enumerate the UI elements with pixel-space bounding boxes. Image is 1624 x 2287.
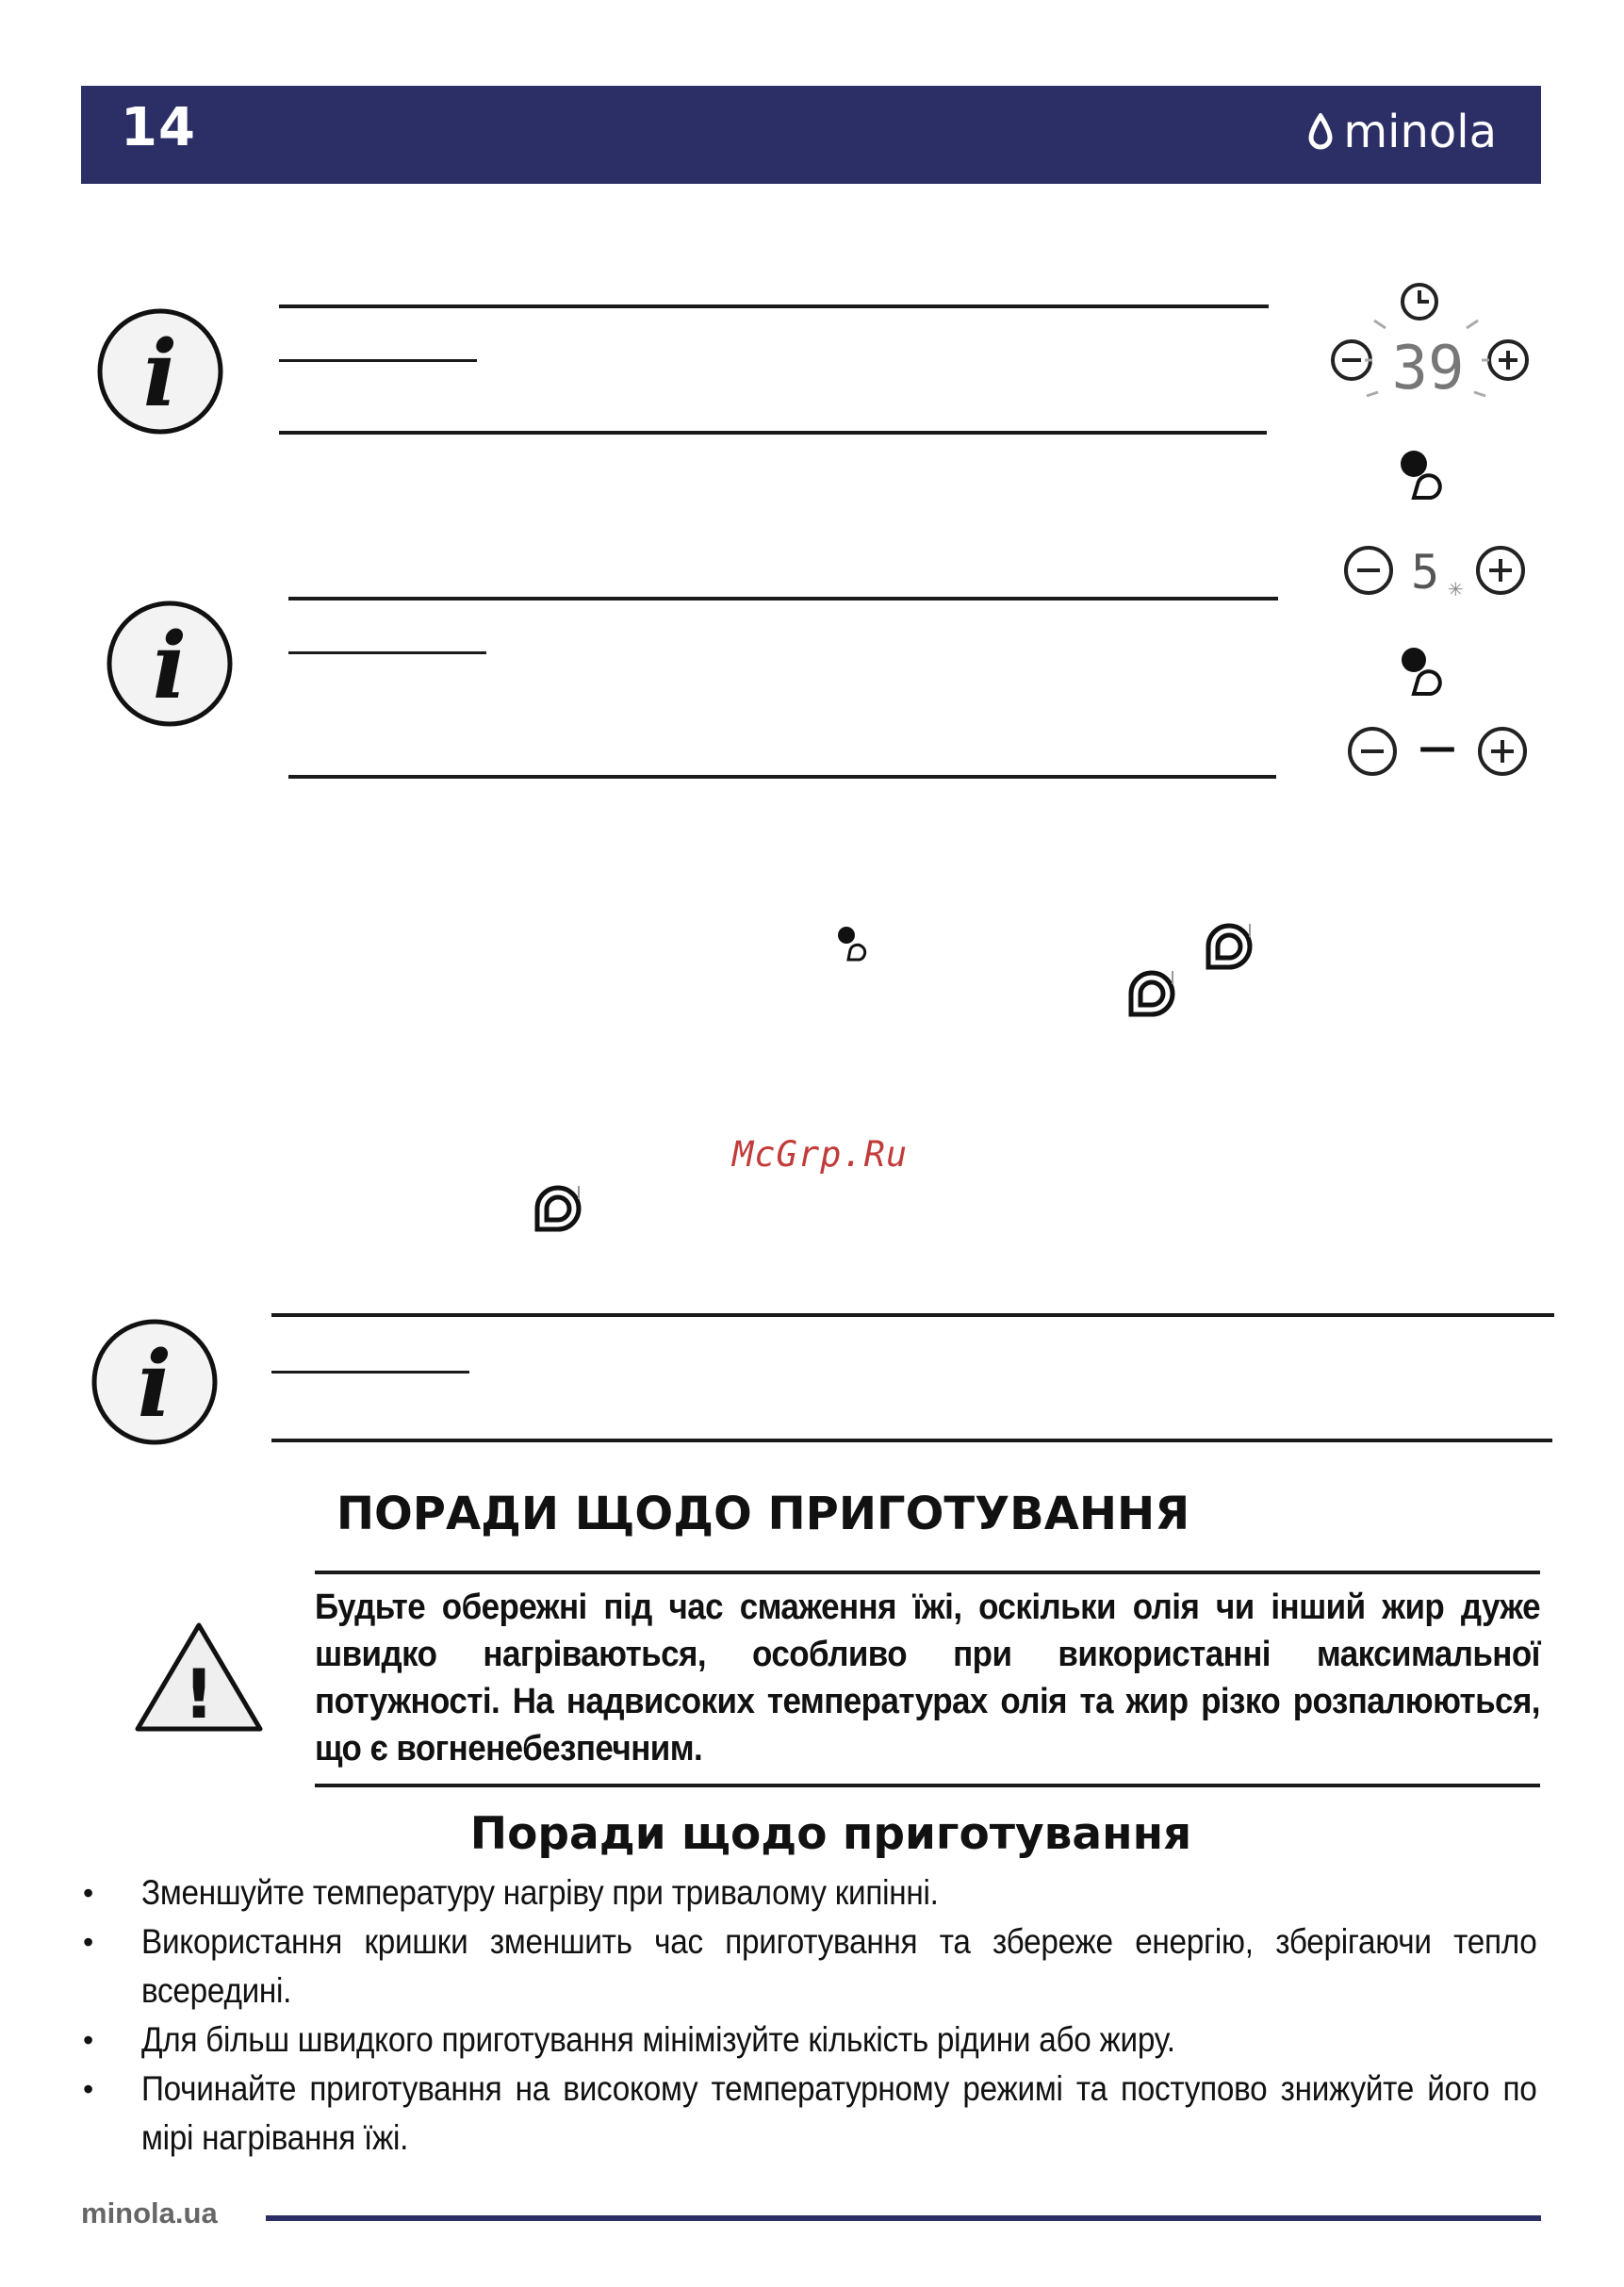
watermark: McGrp.Ru	[732, 1134, 909, 1175]
divider-short	[288, 651, 486, 654]
level-display-panel	[1338, 537, 1536, 603]
svg-text:✳: ✳	[1448, 578, 1464, 601]
small-zone-icon	[833, 924, 871, 965]
tips-title-text: Поради щодо приготування	[469, 1808, 1192, 1860]
warning-bottom-rule	[315, 1784, 1540, 1787]
info-icon	[90, 1318, 219, 1446]
warning-text: Будьте обережні під час смаження їжі, оскільки олія чи інший жир дуже швидко нагріваються, особливо при використанні максимальної потужності. На надвисоких температурах олія та жир різко розпалюються, що є вогненебезпечним.	[315, 1588, 1540, 1769]
tip-text: Зменшуйте температуру нагріву при тривалому кипінні.	[141, 1873, 939, 1912]
bullet: •	[83, 1876, 94, 1910]
divider-line	[279, 431, 1267, 435]
divider-short	[279, 359, 477, 362]
list-item	[79, 1868, 1540, 1917]
divider-line	[271, 1439, 1552, 1442]
dual-zone-icon	[1125, 965, 1178, 1020]
svg-text:i: i	[152, 613, 188, 719]
tip-text: Для більш швидкого приготування мінімізуйте кількість рідини або жиру.	[141, 2020, 1175, 2059]
brand-name: minola	[1343, 106, 1497, 158]
dual-zone-icon	[1203, 918, 1255, 973]
off-value: —	[1419, 726, 1456, 769]
page-number: 14	[121, 97, 196, 158]
svg-text:i: i	[137, 1331, 172, 1438]
dual-zone-icon	[532, 1180, 584, 1235]
warning-top-rule	[315, 1571, 1540, 1574]
svg-text:!: !	[183, 1654, 215, 1734]
divider-short	[271, 1371, 469, 1374]
timer-value: 39	[1391, 334, 1465, 400]
tips-list	[79, 1868, 1540, 2163]
tip-text: Починайте приготування на високому температурному режимі та поступово знижуйте його по мірі нагрівання їжі.	[141, 2069, 1537, 2157]
bullet: •	[83, 1925, 94, 1959]
divider-line	[288, 775, 1276, 779]
divider-line	[288, 597, 1278, 601]
section-title	[0, 1488, 1624, 1540]
brand-logo	[1307, 106, 1497, 158]
zone-indicator-icon	[1391, 443, 1448, 509]
list-item	[79, 1917, 1540, 2016]
warning-icon	[132, 1618, 266, 1736]
tip-text: Використання кришки зменшить час приготування та збереже енергію, зберігаючи тепло всередині.	[141, 1922, 1537, 2010]
list-item	[79, 2016, 1540, 2065]
info-icon	[106, 600, 234, 728]
svg-text:i: i	[142, 321, 178, 427]
info-icon	[96, 307, 224, 436]
bullet: •	[83, 2072, 94, 2106]
section-title-text: ПОРАДИ ЩОДО ПРИГОТУВАННЯ	[336, 1488, 1190, 1540]
tips-title	[0, 1808, 1624, 1860]
footer-rule	[266, 2215, 1541, 2221]
zone-indicator-icon	[1395, 641, 1452, 707]
divider-line	[279, 304, 1269, 308]
off-display-panel	[1338, 718, 1536, 784]
level-value: 5	[1410, 545, 1440, 600]
divider-line	[271, 1313, 1554, 1317]
drop-icon	[1307, 113, 1334, 151]
footer-site[interactable]: minola.ua	[81, 2197, 218, 2229]
bullet: •	[83, 2023, 94, 2057]
timer-display-panel	[1327, 279, 1533, 400]
list-item	[79, 2065, 1540, 2163]
